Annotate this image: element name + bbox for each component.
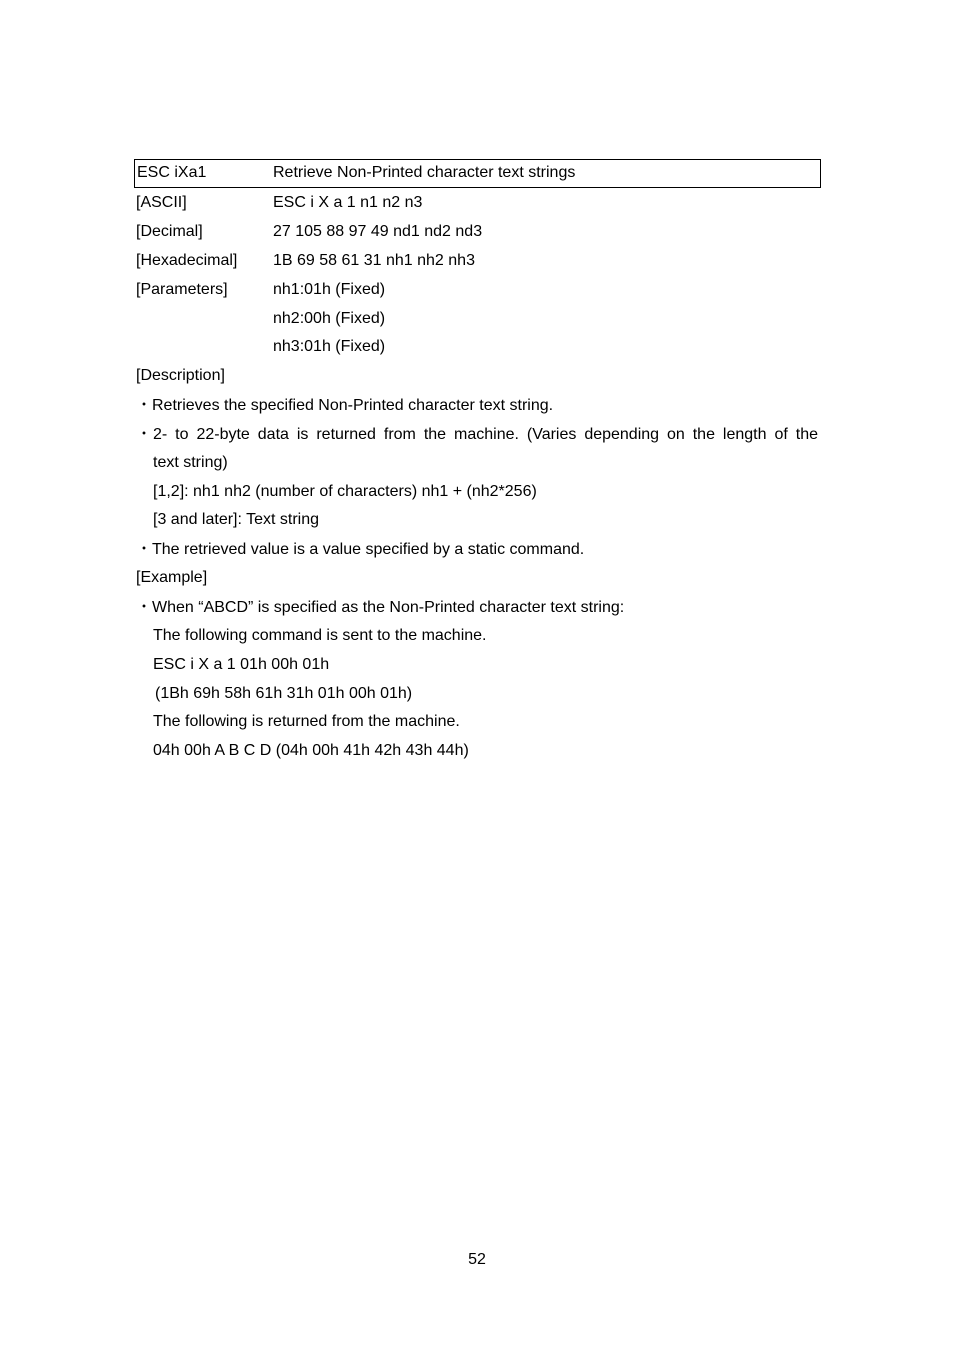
description-bullet-2-line-1: 2- to 22-byte data is returned from the machine. (Varies depending on the length of the [153,426,818,443]
decimal-label: [Decimal] [136,223,203,240]
description-heading: [Description] [136,367,225,384]
parameter-nh3: nh3:01h (Fixed) [273,338,386,355]
description-bullet-3: ・The retrieved value is a value specified by a static command. [136,541,585,558]
ascii-label: [ASCII] [136,194,187,211]
example-heading: [Example] [136,569,208,586]
hexadecimal-label: [Hexadecimal] [136,252,238,269]
command-title: Retrieve Non-Printed character text strings [273,164,576,181]
hexadecimal-value: 1B 69 58 61 31 nh1 nh2 nh3 [273,252,475,269]
description-bullet-1: ・Retrieves the specified Non-Printed character text string. [136,397,554,414]
example-line-1: The following command is sent to the machine. [153,627,487,644]
command-name: ESC iXa1 [137,164,207,181]
bullet-dot: ・ [136,426,153,443]
decimal-value: 27 105 88 97 49 nd1 nd2 nd3 [273,223,483,240]
command-header-box [134,159,821,188]
example-line-4: The following is returned from the machine. [153,713,460,730]
example-line-3: (1Bh 69h 58h 61h 31h 01h 00h 01h) [155,685,413,702]
parameters-label: [Parameters] [136,281,228,298]
parameter-nh1: nh1:01h (Fixed) [273,281,386,298]
description-detail-1: [1,2]: nh1 nh2 (number of characters) nh1 + (nh2*256) [153,483,537,500]
example-line-5: 04h 00h A B C D (04h 00h 41h 42h 43h 44h) [153,742,469,759]
description-bullet-2 [136,425,818,445]
page-number: 52 [468,1251,486,1268]
example-bullet: ・When “ABCD” is specified as the Non-Printed character text string: [136,599,625,616]
description-detail-2: [3 and later]: Text string [153,511,320,528]
description-bullet-2-line-2: text string) [153,454,228,471]
parameter-nh2: nh2:00h (Fixed) [273,310,386,327]
ascii-value: ESC i X a 1 n1 n2 n3 [273,194,423,211]
example-line-2: ESC i X a 1 01h 00h 01h [153,656,330,673]
